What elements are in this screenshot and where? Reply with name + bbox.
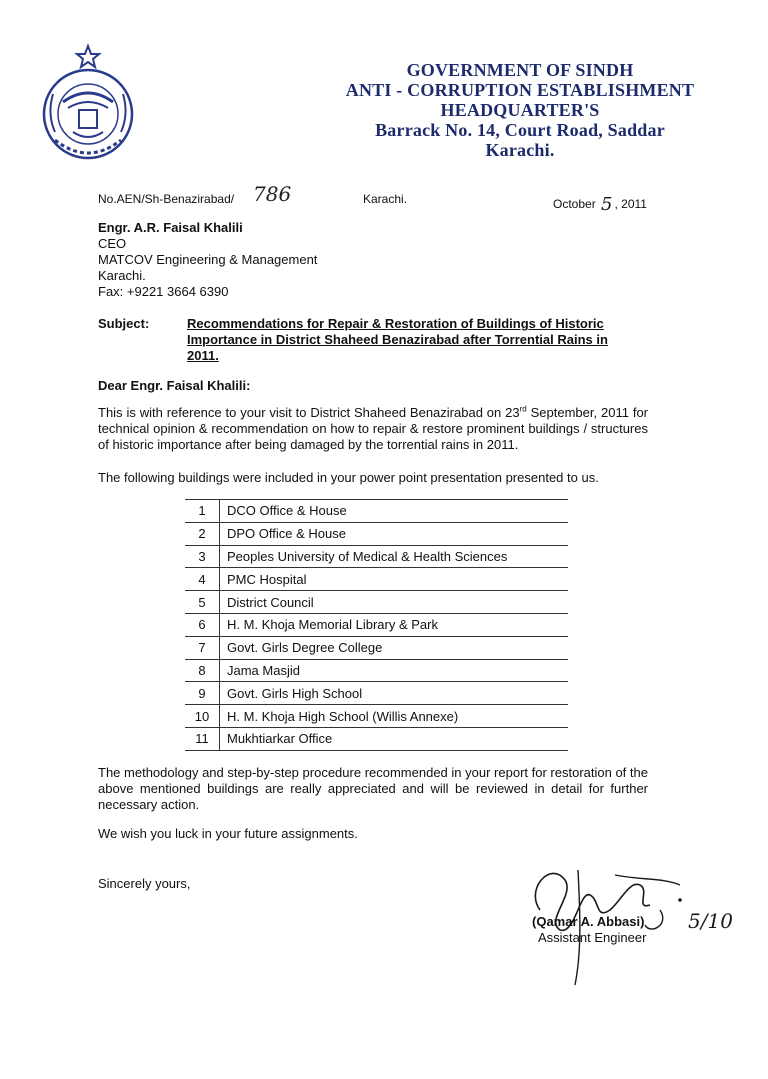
building-number: 6 (185, 613, 220, 636)
paragraph-reference-visit (98, 405, 648, 453)
building-number: 2 (185, 522, 220, 545)
closing-sincerely: Sincerely yours, (98, 876, 191, 891)
building-number: 1 (185, 500, 220, 523)
building-row (185, 522, 568, 545)
building-row (185, 545, 568, 568)
salutation: Dear Engr. Faisal Khalili: (98, 378, 251, 393)
letter-date (553, 192, 647, 213)
building-number: 7 (185, 636, 220, 659)
building-name: DCO Office & House (220, 500, 569, 523)
building-name: Jama Masjid (220, 659, 569, 682)
letterhead-line-headquarters: HEADQUARTER'S (440, 100, 600, 120)
recipient-title: CEO (98, 236, 127, 251)
recipient-company: MATCOV Engineering & Management (98, 252, 318, 267)
building-name: DPO Office & House (220, 522, 569, 545)
recipient-fax: Fax: +9221 3664 6390 (98, 284, 229, 299)
reference-city: Karachi. (363, 192, 408, 206)
building-name: H. M. Khoja High School (Willis Annexe) (220, 705, 569, 728)
building-name: H. M. Khoja Memorial Library & Park (220, 613, 569, 636)
paragraph-reference-visit-start: This is with reference to your visit to District Shaheed Benazirabad on 23 (98, 405, 520, 420)
letterhead-line-address: Barrack No. 14, Court Road, Saddar (375, 120, 665, 140)
building-name: PMC Hospital (220, 568, 569, 591)
reference-number-label: No.AEN/Sh-Benazirabad/ (98, 192, 235, 206)
buildings-table (185, 499, 568, 751)
paragraph-buildings-intro: The following buildings were included in your power point presentation presented to us. (98, 470, 599, 485)
building-number: 10 (185, 705, 220, 728)
paragraph-well-wishes: We wish you luck in your future assignments. (98, 826, 358, 841)
building-row (185, 705, 568, 728)
subject-text: Recommendations for Repair & Restoration of Buildings of Historic Importance in District Shaheed Benazirabad after Torrential Rains in 2011. (187, 316, 608, 363)
building-name: Govt. Girls Degree College (220, 636, 569, 659)
building-row (185, 636, 568, 659)
date-month: October (553, 197, 596, 211)
paragraph-reference-visit-end: September, 2011 for technical opinion & recommendation on how to repair & restore prominent buildings / structures of historic importance after being damaged by the torrential rains in 2011. (98, 405, 649, 452)
date-day-handwritten: 5 (601, 194, 613, 215)
paragraph-methodology: The methodology and step-by-step procedure recommended in your report for restoration of the above mentioned buildings are really appreciated and will be reviewed in detail for further necessary action. (98, 765, 648, 812)
building-number: 5 (185, 591, 220, 614)
letterhead-line-government: GOVERNMENT OF SINDH (406, 60, 634, 80)
reference-number-handwritten: 786 (253, 182, 292, 206)
signature-date-handwritten: 5/10 (688, 909, 733, 933)
recipient-name: Engr. A.R. Faisal Khalili (98, 220, 243, 235)
building-number: 9 (185, 682, 220, 705)
building-name: Govt. Girls High School (220, 682, 569, 705)
building-number: 11 (185, 727, 220, 750)
building-row (185, 659, 568, 682)
sindh-government-seal-logo (33, 44, 143, 164)
letterhead-line-city: Karachi. (485, 140, 555, 160)
building-row (185, 500, 568, 523)
subject-label: Subject: (98, 316, 150, 331)
building-number: 3 (185, 545, 220, 568)
date-year: , 2011 (614, 197, 647, 211)
building-row (185, 591, 568, 614)
recipient-city: Karachi. (98, 268, 146, 283)
letterhead-line-establishment: ANTI - CORRUPTION ESTABLISHMENT (345, 80, 695, 100)
building-name: District Council (220, 591, 569, 614)
building-row (185, 568, 568, 591)
building-row (185, 727, 568, 750)
ordinal-suffix: rd (519, 404, 527, 414)
building-number: 4 (185, 568, 220, 591)
signatory-title: Assistant Engineer (538, 930, 647, 945)
building-row (185, 613, 568, 636)
letterhead (330, 60, 710, 160)
recipient-address (98, 220, 317, 300)
building-name: Mukhtiarkar Office (220, 727, 569, 750)
building-name: Peoples University of Medical & Health Sciences (220, 545, 569, 568)
building-row (185, 682, 568, 705)
building-number: 8 (185, 659, 220, 682)
signatory-name: (Qamar A. Abbasi) (532, 914, 645, 929)
